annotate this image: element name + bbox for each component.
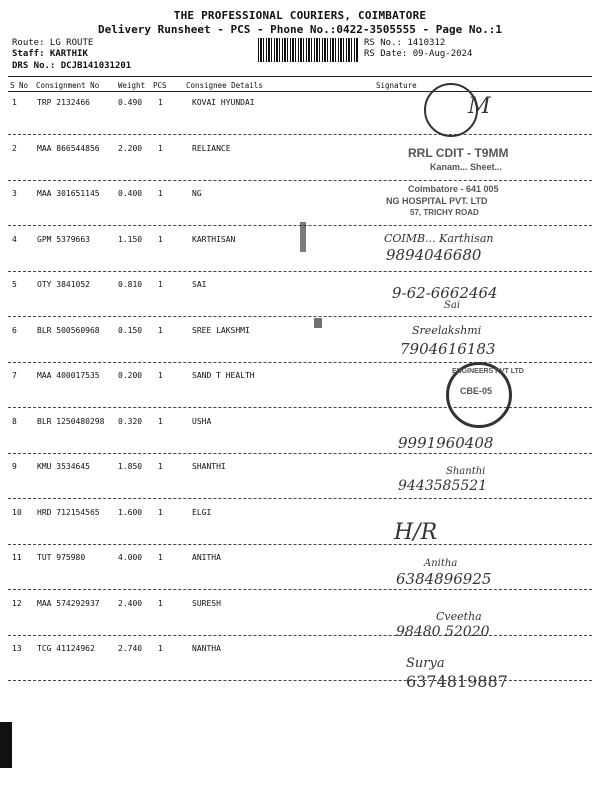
cell-sno: 9: [12, 462, 17, 471]
cell-pcs: 1: [158, 553, 163, 562]
runsheet-subtitle: Delivery Runsheet - PCS - Phone No.:0422-3505555 - Page No.:1: [98, 23, 502, 36]
signature-row-8: 9991960408: [398, 434, 494, 452]
row-separator: [8, 635, 592, 636]
cell-consignment: BLR 500560968: [37, 325, 100, 335]
row-separator: [8, 316, 592, 317]
cell-weight: 0.320: [118, 416, 143, 426]
cell-pcs: 1: [158, 371, 163, 380]
scan-mark-3: [0, 722, 12, 768]
rs-number: RS No.: 1410312: [364, 38, 446, 48]
cell-consignee: KOVAI HYUNDAI: [192, 98, 255, 107]
row-separator: [8, 180, 592, 181]
signature-row-4a: COIMB... Karthisan: [384, 232, 494, 245]
cell-pcs: 1: [158, 416, 163, 426]
cell-pcs: 1: [158, 98, 163, 107]
cell-sno: 1: [12, 98, 17, 107]
signature-row-9b: 9443585521: [398, 478, 488, 494]
col-pcs-header: PCS: [153, 81, 167, 90]
signature-row-4b: 9894046680: [386, 246, 482, 264]
cell-consignment: KMU 3534645: [37, 462, 90, 471]
row-separator: [8, 362, 592, 363]
cell-sno: 6: [12, 325, 17, 335]
cell-weight: 0.400: [118, 189, 143, 198]
cell-consignee: SAI: [192, 280, 207, 289]
barcode: [258, 38, 358, 62]
row-separator: [8, 271, 592, 272]
cell-consignee: NG: [192, 189, 202, 198]
cell-pcs: 1: [158, 143, 163, 153]
stamp-engineers-text: ENGINEERS PVT LTD: [452, 368, 524, 375]
cell-weight: 0.200: [118, 371, 143, 380]
col-sno-header: S No: [10, 81, 29, 90]
scan-mark-1: [300, 222, 306, 252]
cell-sno: 11: [12, 553, 22, 562]
cell-consignee: RELIANCE: [192, 143, 231, 153]
cell-weight: 0.810: [118, 280, 143, 289]
cell-consignment: MAA 866544856: [37, 143, 100, 153]
row-separator: [8, 589, 592, 590]
stamp-reliance-2: Kanam... Sheet...: [430, 162, 503, 172]
signature-row-1: M: [468, 94, 491, 119]
cell-consignment: OTY 3841052: [37, 280, 90, 289]
cell-weight: 4.000: [118, 553, 143, 562]
route-label: Route: LG ROUTE: [12, 38, 94, 48]
cell-consignment: BLR 1250480298: [37, 416, 105, 426]
cell-pcs: 1: [158, 644, 163, 653]
cell-pcs: 1: [158, 507, 163, 517]
staff-label: Staff: KARTHIK: [12, 49, 88, 59]
cell-consignee: SURESH: [192, 598, 221, 608]
cell-weight: 1.150: [118, 234, 143, 244]
cell-sno: 5: [12, 280, 17, 289]
cell-pcs: 1: [158, 189, 163, 198]
stamp-engineers-code: CBE-05: [460, 386, 493, 396]
cell-sno: 13: [12, 644, 22, 653]
cell-weight: 2.200: [118, 143, 143, 153]
cell-consignment: TUT 975980: [37, 553, 86, 562]
signature-row-5a: 9-62-6662464: [392, 284, 498, 302]
cell-sno: 3: [12, 189, 17, 198]
signature-row-6b: 7904616183: [400, 340, 496, 358]
row-separator: [8, 453, 592, 454]
cell-consignee: SAND T HEALTH: [192, 371, 255, 380]
cell-consignee: KARTHISAN: [192, 234, 236, 244]
signature-row-9a: Shanthi: [446, 466, 486, 477]
cell-sno: 4: [12, 234, 17, 244]
signature-row-12a: Cveetha: [436, 610, 482, 623]
cell-consignment: MAA 574292937: [37, 598, 100, 608]
col-signature-header: Signature: [376, 81, 417, 90]
col-weight-header: Weight: [118, 81, 146, 90]
cell-weight: 1.850: [118, 462, 143, 471]
company-title: THE PROFESSIONAL COURIERS, COIMBATORE: [173, 9, 427, 22]
scan-mark-2: [314, 318, 322, 328]
row-separator: [8, 544, 592, 545]
stamp-reliance-3: Coimbatore - 641 005: [408, 184, 499, 194]
cell-consignee: NANTHA: [192, 644, 221, 653]
cell-weight: 1.600: [118, 507, 143, 517]
cell-consignee: SREE LAKSHMI: [192, 325, 250, 335]
signature-row-12b: 98480 52020: [396, 624, 490, 640]
cell-pcs: 1: [158, 234, 163, 244]
signature-row-11a: Anitha: [424, 558, 458, 569]
signature-row-13a: Surya: [406, 656, 445, 671]
table-top-border: [8, 76, 592, 77]
signature-row-5b: Sai: [444, 300, 461, 311]
cell-pcs: 1: [158, 280, 163, 289]
cell-consignment: HRD 712154565: [37, 507, 100, 517]
signature-row-13b: 6374819887: [406, 672, 508, 691]
cell-consignee: USHA: [192, 416, 212, 426]
col-consignee-header: Consignee Details: [186, 81, 263, 90]
cell-consignment: MAA 400017535: [37, 371, 100, 380]
cell-consignee: ANITHA: [192, 553, 221, 562]
signature-row-6a: Sreelakshmi: [412, 324, 482, 337]
row-separator: [8, 134, 592, 135]
cell-sno: 10: [12, 507, 22, 517]
cell-consignment: GPM 5379663: [37, 234, 90, 244]
col-consignment-header: Consignment No: [36, 81, 100, 90]
cell-weight: 0.150: [118, 325, 143, 335]
cell-consignee: SHANTHI: [192, 462, 226, 471]
cell-sno: 12: [12, 598, 22, 608]
cell-weight: 0.490: [118, 98, 143, 107]
cell-pcs: 1: [158, 598, 163, 608]
cell-sno: 2: [12, 143, 17, 153]
stamp-ng-1: NG HOSPITAL PVT. LTD: [386, 196, 488, 206]
signature-row-10: H/R: [394, 520, 438, 545]
cell-consignment: TRP 2132466: [37, 98, 90, 107]
header-bottom-border: [8, 91, 592, 92]
cell-sno: 8: [12, 416, 17, 426]
rs-date: RS Date: 09-Aug-2024: [364, 49, 473, 59]
cell-pcs: 1: [158, 462, 163, 471]
cell-consignment: MAA 301651145: [37, 189, 100, 198]
cell-sno: 7: [12, 371, 17, 380]
drs-label: DRS No.: DCJB141031201: [12, 61, 132, 71]
stamp-ng-2: 57, TRICHY ROAD: [410, 208, 479, 217]
cell-weight: 2.400: [118, 598, 143, 608]
row-separator: [8, 498, 592, 499]
cell-weight: 2.740: [118, 644, 143, 653]
stamp-reliance-1: RRL CDIT - T9MM: [408, 146, 509, 160]
signature-row-11b: 6384896925: [396, 570, 492, 588]
cell-consignment: TCG 41124962: [37, 644, 95, 653]
cell-consignee: ELGI: [192, 507, 212, 517]
cell-pcs: 1: [158, 325, 163, 335]
